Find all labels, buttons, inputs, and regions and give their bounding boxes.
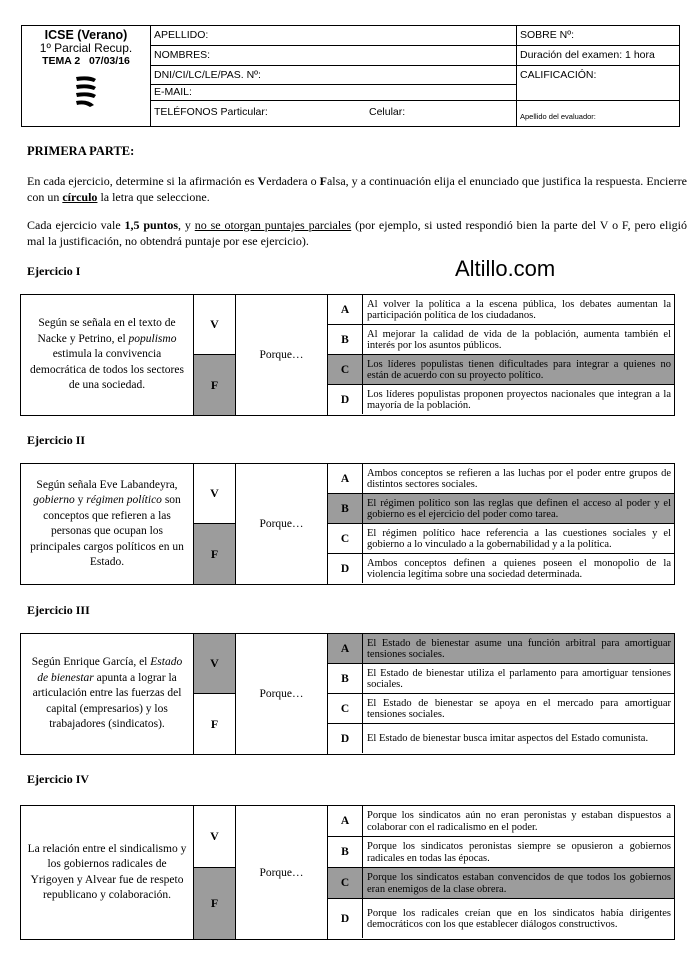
option-text: Al mejorar la calidad de vida de la población, aumenta también el interés por los asuntos públicos.	[367, 328, 671, 351]
option-text: El régimen político hace referencia a las cuestiones sociales y el gobierno a lo vinculado a la gobernabilidad y a la política.	[367, 527, 671, 550]
duracion-label: Duración del examen: 1 hora	[517, 46, 679, 66]
stmt-text: apunta a lograr la articulación entre las fuerzas del capital (empresarios) y los trabajadores (sindicatos).	[32, 671, 182, 731]
option-text: El Estado de bienestar asume una función arbitral para amortiguar tensiones sociales.	[367, 637, 671, 660]
stmt-text: estimula la convivencia democrática de todos los sectores de una sociedad.	[30, 348, 184, 392]
header-student-fields	[151, 26, 517, 126]
exercise-2-statement	[21, 464, 194, 584]
instructions-paragraph-1	[27, 173, 687, 205]
option-text: El régimen político son las reglas que definen el acceso al poder y el gobierno es el ejercicio del poder como tarea.	[367, 497, 671, 520]
exercise-1-option-a[interactable]	[328, 295, 674, 325]
instr-v: V	[257, 174, 267, 188]
exercise-4-table	[20, 805, 675, 940]
exam-name: 1º Parcial Recup.	[39, 41, 133, 55]
exercise-4-option-c[interactable]	[328, 868, 674, 899]
exercise-4-option-b[interactable]	[328, 837, 674, 868]
instr-f: F	[319, 174, 327, 188]
option-letter[interactable]: B	[328, 664, 363, 693]
option-letter[interactable]: A	[328, 295, 363, 324]
option-letter[interactable]: A	[328, 806, 363, 836]
option-text: Los líderes populistas tienen dificultades para integrar a quienes no están de acuerdo con su proyecto político.	[367, 358, 671, 381]
exercise-3-statement	[21, 634, 194, 754]
option-letter[interactable]: D	[328, 724, 363, 753]
instr-text: la letra que seleccione.	[97, 190, 210, 204]
header-institution-box	[22, 26, 151, 126]
option-letter[interactable]: D	[328, 385, 363, 414]
exercise-1-option-b[interactable]	[328, 325, 674, 355]
exercise-3-option-a[interactable]	[328, 634, 674, 664]
dni-field[interactable]: DNI/CI/LC/LE/PAS. Nº:	[151, 66, 516, 85]
option-text: El Estado de bienestar utiliza el parlamento para amortiguar tensiones sociales.	[367, 667, 671, 690]
instr-text: alsa, y a continuación elija el enunciado que justifica la respuesta. Encierre con un	[27, 174, 687, 204]
exercise-3-title: Ejercicio III	[27, 603, 90, 617]
instr-text: (por ejemplo, si usted respondió bien la parte del V o F, pero eligió mal la justificación, no obtendrá puntaje por ese ejercicio).	[27, 218, 687, 248]
tema-date	[22, 55, 150, 68]
exercise-4-option-d[interactable]	[328, 899, 674, 938]
option-text: Ambos conceptos definen a quienes poseen el monopolio de la violencia legítima sobre una sociedad determinada.	[367, 557, 671, 580]
stmt-emphasis: régimen político	[86, 494, 162, 506]
evaluador-field[interactable]: Apellido del evaluador:	[520, 112, 596, 121]
stmt-emphasis: gobierno	[33, 494, 75, 506]
apellido-field[interactable]: APELLIDO:	[151, 26, 516, 46]
exercise-4-title: Ejercicio IV	[27, 772, 90, 786]
option-letter[interactable]: B	[328, 325, 363, 354]
exercise-1-statement	[21, 295, 194, 415]
stmt-text: Según señala Eve Labandeyra,	[36, 478, 178, 491]
exercise-2-v-option[interactable]: V	[194, 464, 236, 524]
exercise-1-v-option[interactable]: V	[194, 295, 236, 355]
institution-name: ICSE (Verano)	[44, 28, 128, 42]
option-letter[interactable]: C	[328, 868, 363, 898]
option-letter[interactable]: C	[328, 355, 363, 384]
exercise-4-option-a[interactable]	[328, 806, 674, 837]
exercise-2-option-c[interactable]	[328, 524, 674, 554]
option-letter[interactable]: A	[328, 464, 363, 493]
option-text: El Estado de bienestar se apoya en el mercado para amortiguar tensiones sociales.	[367, 697, 671, 720]
telefonos-field[interactable]	[151, 101, 516, 125]
exercise-4-f-option[interactable]: F	[194, 868, 236, 939]
instr-text: En cada ejercicio, determine si la afirmación es	[27, 174, 258, 188]
option-text: Porque los sindicatos estaban convencidos de que todos los gobiernos eran enemigos de la clase obrera.	[367, 872, 671, 895]
porque-label: Porque…	[236, 806, 328, 939]
exercise-3-option-c[interactable]	[328, 694, 674, 724]
instr-no-partial: no se otorgan puntajes parciales	[194, 218, 352, 232]
exercise-2-option-a[interactable]	[328, 464, 674, 494]
stmt-text: Según Enrique García, el	[31, 656, 151, 669]
option-letter[interactable]: C	[328, 694, 363, 723]
uba-logo-icon	[72, 73, 100, 109]
exam-header	[21, 25, 680, 127]
tema-label: TEMA 2	[42, 55, 81, 67]
option-letter[interactable]: D	[328, 554, 363, 583]
stmt-text: son conceptos que refieren a las personas que ocupan los principales cargos políticos en un Estado.	[30, 494, 184, 568]
exercise-4-statement	[21, 806, 194, 939]
exercise-2-table	[20, 463, 675, 585]
exercise-3-f-option[interactable]: F	[194, 694, 236, 754]
telefonos-label: TELÉFONOS Particular:	[154, 106, 268, 118]
stmt-emphasis: populismo	[128, 332, 177, 345]
exam-date: 07/03/16	[89, 55, 130, 67]
sobre-field[interactable]: SOBRE Nº:	[517, 26, 679, 46]
email-field[interactable]: E-MAIL:	[151, 85, 516, 101]
option-text: Al volver la política a la escena pública, los debates aumentan la participación política de los ciudadanos.	[367, 298, 671, 321]
exercise-3-v-option[interactable]: V	[194, 634, 236, 694]
option-text: Porque los sindicatos peronistas siempre se opusieron a gobiernos radicales en todas las épocas.	[367, 841, 671, 864]
exercise-2-title: Ejercicio II	[27, 433, 86, 447]
porque-label: Porque…	[236, 634, 328, 754]
exercise-1-option-d[interactable]	[328, 385, 674, 414]
option-text: Porque los radicales creían que en los sindicatos había dirigentes democráticos con los que establecer diálogos constructivos.	[367, 907, 671, 930]
calificacion-field[interactable]: CALIFICACIÓN:	[517, 66, 679, 101]
option-letter[interactable]: A	[328, 634, 363, 663]
exercise-1-title: Ejercicio I	[27, 264, 81, 278]
exercise-3-option-d[interactable]	[328, 724, 674, 753]
instructions-paragraph-2	[27, 217, 687, 249]
option-letter[interactable]: C	[328, 524, 363, 553]
stmt-emphasis: Estado de bienestar	[37, 656, 183, 684]
exercise-2-option-b[interactable]	[328, 494, 674, 524]
option-letter[interactable]: B	[328, 837, 363, 867]
section-title: PRIMERA PARTE:	[27, 144, 135, 158]
exercise-1-f-option[interactable]: F	[194, 355, 236, 415]
celular-label: Celular:	[369, 106, 406, 118]
exercise-1-option-c[interactable]	[328, 355, 674, 385]
exercise-3-table	[20, 633, 675, 755]
instr-text: Cada ejercicio vale	[27, 218, 125, 232]
instr-circulo: círculo	[62, 190, 98, 204]
exercise-1-table	[20, 294, 675, 416]
option-letter[interactable]: D	[328, 899, 363, 938]
option-letter[interactable]: B	[328, 494, 363, 523]
option-text: Ambos conceptos se refieren a las luchas por el poder entre grupos de distintos sectores sociales.	[367, 467, 671, 490]
instr-text: erdadera o	[266, 174, 320, 188]
porque-label: Porque…	[236, 295, 328, 415]
exercise-3-option-b[interactable]	[328, 664, 674, 694]
stmt-text: Según se señala en el texto de Nacke y Petrino, el	[37, 317, 176, 345]
nombres-field[interactable]: NOMBRES:	[151, 46, 516, 66]
instr-points: 1,5 puntos	[124, 218, 179, 232]
option-text: El Estado de bienestar busca imitar aspectos del Estado comunista.	[367, 733, 649, 745]
header-exam-info	[517, 26, 679, 126]
option-text: Los líderes populistas proponen proyectos nacionales que integran a la mayoría de la población.	[367, 388, 671, 411]
exercise-4-v-option[interactable]: V	[194, 806, 236, 868]
stmt-text: y	[74, 494, 87, 506]
exercise-2-option-d[interactable]	[328, 554, 674, 583]
stmt-text: La relación entre el sindicalismo y los gobiernos radicales de Yrigoyen y Alvear fue de respeto republicano y colaboración.	[27, 842, 187, 901]
option-text: Porque los sindicatos aún no eran peronistas y estaban dispuestos a colaborar con el radicalismo en el poder.	[367, 810, 671, 833]
watermark: Altillo.com	[455, 256, 556, 281]
exercise-2-f-option[interactable]: F	[194, 524, 236, 584]
instr-text: , y	[178, 218, 195, 232]
porque-label: Porque…	[236, 464, 328, 584]
